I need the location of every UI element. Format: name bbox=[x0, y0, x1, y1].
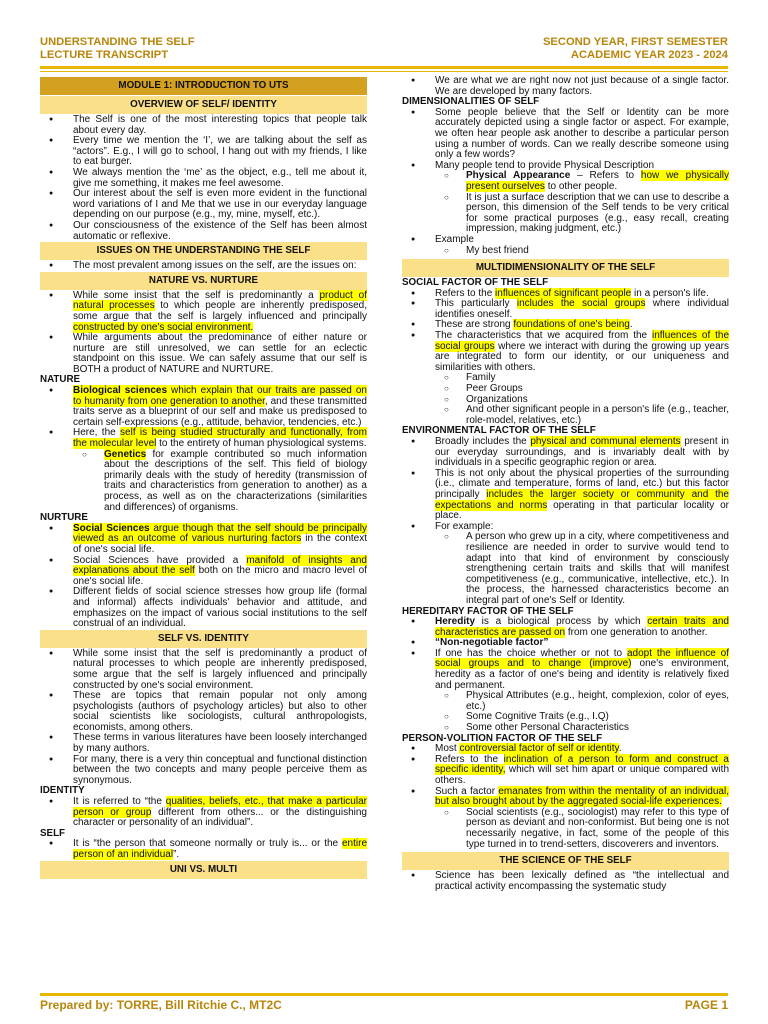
highlight: qualities, beliefs, etc., that make a particular person or group bbox=[73, 796, 367, 818]
issues-list bbox=[40, 261, 367, 272]
text: Most bbox=[435, 743, 460, 755]
text: It is referred to “the bbox=[73, 796, 166, 808]
highlight: manifold of insights and explanations about the self bbox=[73, 554, 367, 577]
list-item bbox=[40, 291, 367, 333]
list-item: ○ Organizations bbox=[402, 395, 729, 406]
highlight: influences of the social groups bbox=[435, 330, 729, 352]
course-title: UNDERSTANDING THE SELF bbox=[40, 36, 195, 48]
text: , and these transmitted traits serve as a blueprint of our self and make us predisposed to certain self-expressions (e.g., attitude, behavior, tendencies, etc.) bbox=[73, 395, 367, 428]
text: in the context of one's social life. bbox=[73, 533, 367, 555]
section-self-identity: SELF VS. IDENTITY bbox=[40, 630, 367, 648]
highlight: influences of significant people bbox=[495, 287, 632, 299]
list-item: ● Science has been lexically defined as “the intellectual and practical activity encompassing the systematic study bbox=[402, 871, 729, 892]
list-item: ● The Self is one of the most interesting topics that people talk about every day. bbox=[40, 115, 367, 136]
section-science-of-self: THE SCIENCE OF THE SELF bbox=[402, 852, 729, 870]
list-item: ○ Some Cognitive Traits (e.g., I.Q) bbox=[402, 712, 729, 723]
section-multidimensionality: MULTIDIMENSIONALITY OF THE SELF bbox=[402, 259, 729, 277]
list-item bbox=[40, 428, 367, 449]
list-item: ● For many, there is a very thin conceptual and functional distinction between the two concepts and many people perceive them as synonymous. bbox=[40, 755, 367, 787]
heading-self: SELF bbox=[40, 827, 66, 839]
text: one's environment, heredity as a factor of one's being and identity is relatively fixed and permanent. bbox=[435, 658, 729, 691]
highlight: physical and communal elements bbox=[530, 436, 681, 447]
list-item: ● While some insist that the self is predominantly a product of natural processes to which people are inherently predisposed, some argue that the self is largely influenced and principally constructed by one's social environment. bbox=[40, 649, 367, 691]
text: It is “the person that someone normally or truly is... or the bbox=[73, 838, 342, 850]
highlight: how we physically present ourselves bbox=[466, 170, 729, 192]
text: where we interact with during the growing up years are integrated to form our identity, or our uniqueness and similarities with others. bbox=[435, 340, 729, 373]
list-item: ○ Physical Attributes (e.g., height, complexion, color of eyes, etc.) bbox=[402, 691, 729, 712]
highlight: Social Sciences bbox=[73, 522, 150, 534]
physical-list bbox=[402, 171, 729, 235]
example-list bbox=[402, 235, 729, 246]
nature-nurture-list bbox=[40, 291, 367, 376]
person-volition-list bbox=[402, 744, 729, 808]
text: Physical Appearance bbox=[466, 170, 571, 182]
text: to other people. bbox=[544, 180, 618, 192]
text: is a biological process by which bbox=[475, 616, 648, 628]
highlight: Genetics bbox=[104, 448, 147, 460]
text: Such a factor bbox=[435, 785, 499, 797]
list-item: ● Many people tend to provide Physical Description bbox=[402, 161, 729, 172]
text: This is not only about the physical properties of the surrounding (i.e., climate and temperature, forms of land, etc.) but this factor principally bbox=[435, 467, 729, 500]
highlight: adopt the influence of social groups and to change (improve) bbox=[435, 647, 729, 670]
header-rule-thin bbox=[40, 71, 728, 72]
text: to the entirety of human physiological systems. bbox=[156, 438, 367, 450]
list-item: ● The most prevalent among issues on the self, are the issues on: bbox=[40, 261, 367, 272]
list-item: ○ Family bbox=[402, 373, 729, 384]
text: both on the micro and macro level of one's social life. bbox=[73, 565, 367, 587]
text: operating in that particular locality or place. bbox=[435, 499, 729, 522]
hereditary-list bbox=[402, 617, 729, 691]
self-identity-list bbox=[40, 649, 367, 787]
heading-environmental-factor: ENVIRONMENTAL FACTOR OF THE SELF bbox=[402, 425, 596, 437]
genetics-list bbox=[40, 450, 367, 514]
person-volition-sublist bbox=[402, 808, 729, 850]
highlight: entire person of an individual bbox=[73, 838, 367, 860]
header-rule bbox=[40, 66, 728, 69]
list-item: ● These terms in various literatures have been loosely interchanged by many authors. bbox=[40, 733, 367, 754]
social-groups-list bbox=[402, 373, 729, 426]
highlight: foundations of one's being bbox=[513, 319, 630, 331]
text: different from others... or the distinguishing character or personality of an individual”. bbox=[73, 806, 367, 829]
heading-nurture: NURTURE bbox=[40, 512, 88, 524]
text: in a person's life. bbox=[631, 287, 709, 299]
text: which will set him apart or unique compared with others. bbox=[435, 764, 729, 786]
list-item: ● While arguments about the predominance of either nature or nurture are still unresolved, we can settle for an eclectic standpoint on this issue. We can safely assume that our self is BOTH a product of NATURE and NURTURE. bbox=[40, 333, 367, 375]
highlight: emanates from within the mentality of an individual, but also brought about by the aggregated social-life experiences. bbox=[435, 785, 729, 808]
text: The characteristics that we acquired from the bbox=[435, 330, 652, 342]
list-item bbox=[40, 386, 367, 428]
list-item bbox=[402, 437, 729, 469]
list-item: ○ Peer Groups bbox=[402, 384, 729, 395]
heading-social-factor: SOCIAL FACTOR OF THE SELF bbox=[402, 277, 549, 289]
list-item bbox=[402, 617, 729, 638]
highlight: product of natural processes bbox=[73, 289, 367, 312]
text: Heredity bbox=[435, 616, 476, 628]
nurture-list bbox=[40, 524, 367, 630]
text: . bbox=[618, 743, 622, 755]
highlight: which explain that our traits are passed on to humanity from one generation to another bbox=[73, 385, 367, 407]
right-column bbox=[402, 76, 729, 892]
text: Social Sciences have provided a bbox=[73, 554, 247, 566]
list-item: ● Example bbox=[402, 235, 729, 246]
section-uni-multi: UNI VS. MULTI bbox=[40, 861, 367, 879]
academic-year: ACADEMIC YEAR 2023 - 2024 bbox=[570, 49, 728, 61]
text: Broadly includes the bbox=[435, 436, 531, 447]
document-header-right bbox=[543, 36, 728, 62]
highlight: includes the larger society or community and the expectations and norms bbox=[435, 488, 729, 511]
text: This particularly bbox=[435, 298, 517, 310]
heading-nature: NATURE bbox=[40, 374, 81, 386]
section-overview: OVERVIEW OF SELF/ IDENTITY bbox=[40, 96, 367, 114]
document-header-left bbox=[40, 36, 195, 62]
list-item: ● For example: bbox=[402, 522, 729, 533]
list-item: ○ My best friend bbox=[402, 246, 729, 257]
list-item: ○ Social scientists (e.g., sociologist) may refer to this type of person as deviant and non-conformist. But being one is not necessarily negative, in fact, some of the people of this type turned in to trend-setters, discoverers and inventors. bbox=[402, 808, 729, 850]
section-issues: ISSUES ON THE UNDERSTANDING THE SELF bbox=[40, 242, 367, 260]
text: While some insist that the self is predominantly a bbox=[73, 289, 320, 301]
module-title: MODULE 1: INTRODUCTION TO UTS bbox=[40, 77, 367, 95]
heading-dimensionalities: DIMENSIONALITIES OF SELF bbox=[402, 96, 540, 108]
list-item: ● Different fields of social science stresses how group life (formal and informal) affects individuals' behavior and attitude, and emphasizes on the impact of various social institutions to the self construal of an individual. bbox=[40, 587, 367, 629]
list-item: ● These are topics that remain popular not only among psychologists (authors of psychology articles) but also to other social scientists like sociologists, cultural anthropologists, economists, among others. bbox=[40, 691, 367, 733]
list-item: ○ It is just a surface description that we can use to describe a person, this dimension of the Self tends to be very critical for some practical purposes (e.g., easy recall, creating impression, making judgment, etc.) bbox=[402, 193, 729, 235]
footer-rule bbox=[40, 993, 728, 996]
list-item bbox=[402, 755, 729, 787]
text: Refers to the bbox=[435, 753, 504, 765]
list-item: ● We are what we are right now not just because of a single factor. We are developed by many factors. bbox=[402, 76, 729, 97]
list-item: ○ And other significant people in a person's life (e.g., teacher, role-model, relatives, etc.) bbox=[402, 405, 729, 426]
footer-author: Prepared by: TORRE, Bill Ritchie C., MT2C bbox=[40, 998, 282, 1012]
heading-identity: IDENTITY bbox=[40, 785, 85, 797]
list-item: ○ A person who grew up in a city, where competitiveness and resilience are needed in order to survive would tend to adapt into that kind of environment by consciously strengthening certain traits and skills that will manifest competitiveness (e.g., communicative, intellective, etc.). In the process, the harnessed characteristics become an integral part of one's Self or Identity. bbox=[402, 532, 729, 606]
highlight: argue though that the self should be principally viewed as an outcome of various nurturing factors bbox=[73, 522, 367, 545]
text: ”. bbox=[173, 849, 180, 860]
text: If one has the choice whether or not to bbox=[435, 647, 627, 659]
list-item bbox=[402, 331, 729, 373]
section-nature-nurture: NATURE VS. NURTURE bbox=[40, 272, 367, 290]
text: present in our everyday surroundings, and is invariably dealt with by individuals in a specific geographic region or area. bbox=[435, 436, 729, 469]
science-list bbox=[402, 871, 729, 892]
highlight: self is being studied structurally and functionally, from the molecular level bbox=[73, 427, 367, 450]
list-item bbox=[402, 469, 729, 522]
heading-hereditary-factor: HEREDITARY FACTOR OF THE SELF bbox=[402, 605, 574, 617]
text: where individual identifies oneself. bbox=[435, 298, 729, 320]
list-item: ● “Non-negotiable factor” bbox=[402, 638, 729, 649]
dimensionalities-list bbox=[402, 108, 729, 172]
list-item: ● We always mention the ‘me’ as the object, e.g., tell me about it, give me something, it makes me feel awesome. bbox=[40, 168, 367, 189]
text: from one generation to another. bbox=[565, 626, 708, 638]
list-item bbox=[40, 450, 367, 514]
list-item: ● Some people believe that the Self or Identity can be more accurately depicted using a single factor or aspect. For example, we often hear people ask another to describe a particular person using a number of words. Can we really describe someone using only a few words? bbox=[402, 108, 729, 161]
list-item bbox=[402, 787, 729, 808]
heading-person-volition-factor: PERSON-VOLITION FACTOR OF THE SELF bbox=[402, 732, 603, 744]
example-sublist bbox=[402, 246, 729, 257]
list-item bbox=[40, 839, 367, 860]
intro-list bbox=[402, 76, 729, 97]
left-column bbox=[40, 77, 367, 880]
list-item: ● Our interest about the self is even more evident in the functional word variations of I and Me that we use in our everyday language depending on our purpose (e.g., my, mine, myself, etc.). bbox=[40, 189, 367, 221]
self-list bbox=[40, 839, 367, 860]
text: . bbox=[629, 319, 633, 331]
highlight: constructed by one's social environment. bbox=[73, 321, 254, 333]
identity-list bbox=[40, 797, 367, 829]
text: Here, the bbox=[73, 427, 121, 439]
list-item: ● Every time we mention the ‘I’, we are talking about the self as “actors”. E.g., I will go to school, I hang out with my friends, I like to eat burger. bbox=[40, 136, 367, 168]
list-item: ○ Some other Personal Characteristics bbox=[402, 723, 729, 734]
highlight: inclination of a person to form and construct a specific identity, bbox=[435, 753, 729, 776]
text: to which people are inherently predisposed, some argue that the self is largely influenced and principally bbox=[73, 300, 367, 322]
environmental-list bbox=[402, 437, 729, 532]
highlight: Biological sciences bbox=[73, 385, 168, 397]
highlight: includes the social groups bbox=[516, 298, 646, 310]
text: for example contributed so much information about the descriptions of the self. This field of biology primarily deals with the study of heredity (transmission of traits and characteristics from generation to another) as a process, as well as on the characterizations (similarities and differences) of organisms. bbox=[104, 448, 367, 513]
list-item bbox=[40, 556, 367, 588]
document-type: LECTURE TRANSCRIPT bbox=[40, 49, 169, 61]
page-number: PAGE 1 bbox=[684, 998, 728, 1012]
list-item bbox=[402, 171, 729, 192]
list-item bbox=[40, 797, 367, 829]
nature-list bbox=[40, 386, 367, 450]
environmental-example-list bbox=[402, 532, 729, 606]
overview-list bbox=[40, 115, 367, 242]
text: – Refers to bbox=[570, 170, 641, 182]
highlight: controversial factor of self or identity bbox=[459, 743, 619, 755]
social-list bbox=[402, 289, 729, 374]
highlight: certain traits and characteristics are passed on bbox=[435, 616, 729, 638]
list-item bbox=[402, 299, 729, 320]
text: These are strong bbox=[435, 319, 514, 331]
hereditary-sublist bbox=[402, 691, 729, 733]
list-item: ● Our consciousness of the existence of the Self has been almost automatic or reflexive. bbox=[40, 221, 367, 242]
semester: SECOND YEAR, FIRST SEMESTER bbox=[542, 36, 728, 48]
list-item bbox=[402, 649, 729, 691]
text: Refers to the bbox=[435, 287, 496, 299]
list-item bbox=[40, 524, 367, 556]
